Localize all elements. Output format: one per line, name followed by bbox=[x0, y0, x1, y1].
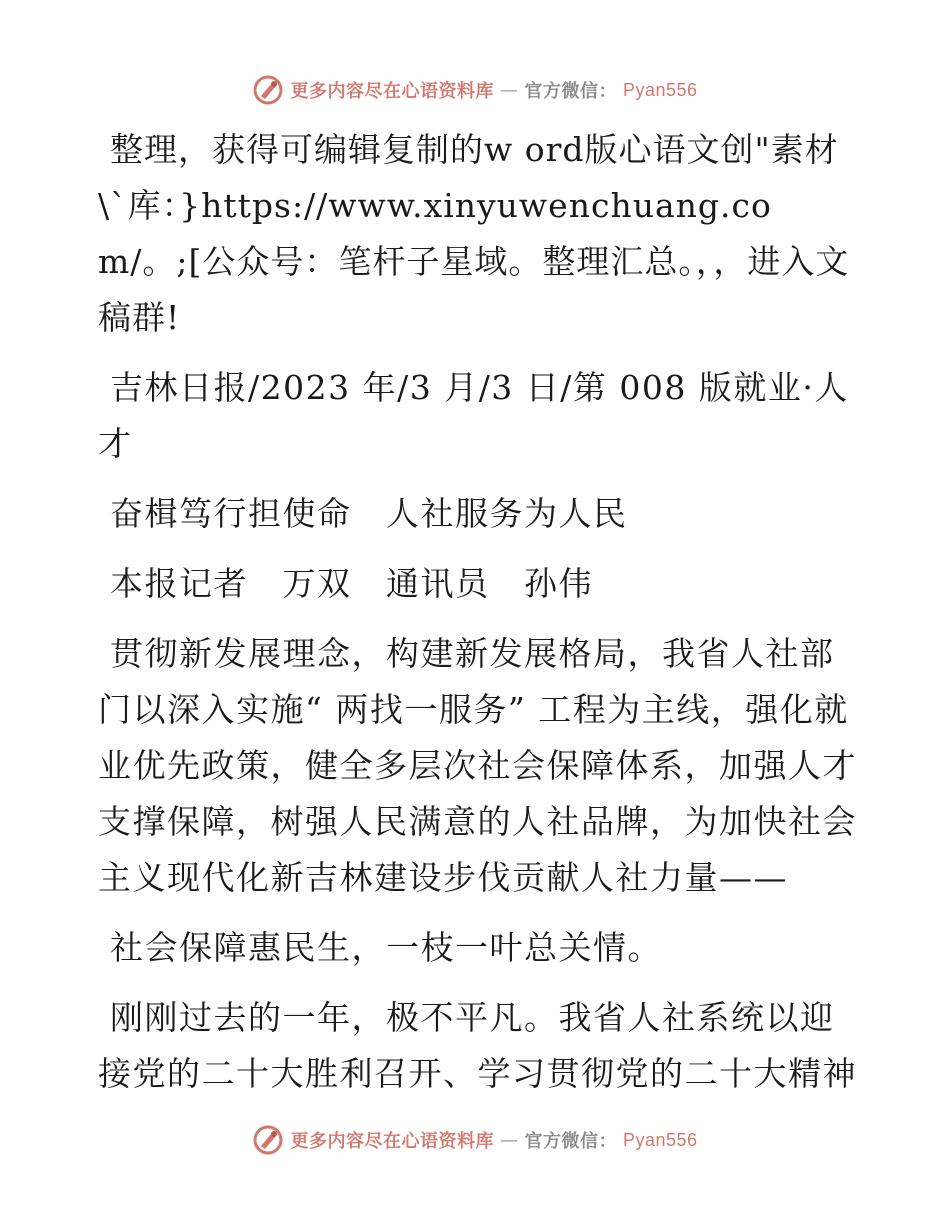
paragraph-lead: 贯彻新发展理念，构建新发展格局，我省人社部门以深入实施“ 两找一服务” 工程为主线，强化就业优先政策，健全多层次社会保障体系，加强人才支撑保障，树强人民满意的人社品牌，为加快社会主义现代化新吉林建设步伐贡献人社力量—— bbox=[98, 634, 857, 897]
banner-wechat-id: Pyan556 bbox=[622, 1129, 698, 1150]
article-byline: 本报记者 万双 通讯员 孙伟 bbox=[110, 564, 593, 603]
footer-banner bbox=[0, 1120, 950, 1160]
paragraph-body: 刚刚过去的一年，极不平凡。我省人社系统以迎接党的二十大胜利召开、学习贯彻党的二十大精神 bbox=[98, 998, 857, 1093]
header-banner bbox=[0, 70, 950, 110]
banner-content-footer bbox=[252, 1124, 697, 1156]
paragraph-subhead: 社会保障惠民生，一枝一叶总关情。 bbox=[110, 928, 662, 967]
paragraph-source: 吉林日报/2023 年/3 月/3 日/第 008 版就业·人才 bbox=[98, 368, 849, 463]
brand-logo-icon bbox=[252, 1124, 284, 1156]
banner-content bbox=[252, 74, 697, 106]
article-body bbox=[98, 122, 858, 1116]
banner-wechat-label: 官方微信： bbox=[524, 81, 617, 102]
banner-title: 更多内容尽在心语资料库 bbox=[290, 81, 494, 102]
banner-title: 更多内容尽在心语资料库 bbox=[290, 1131, 494, 1152]
banner-dash: — bbox=[499, 79, 519, 101]
paragraph-intro: 整理，获得可编辑复制的w ord版心语文创"素材\`库：}https://www.xinyuwenchuang.com/。;[公众号：笔杆子星域。整理汇总。，，进入文稿群! bbox=[98, 130, 850, 337]
banner-wechat-id: Pyan556 bbox=[622, 79, 698, 100]
brand-logo-icon bbox=[252, 74, 284, 106]
banner-dash: — bbox=[499, 1129, 519, 1151]
article-headline: 奋楫笃行担使命 人社服务为人民 bbox=[110, 494, 628, 533]
banner-wechat-label: 官方微信： bbox=[524, 1131, 617, 1152]
